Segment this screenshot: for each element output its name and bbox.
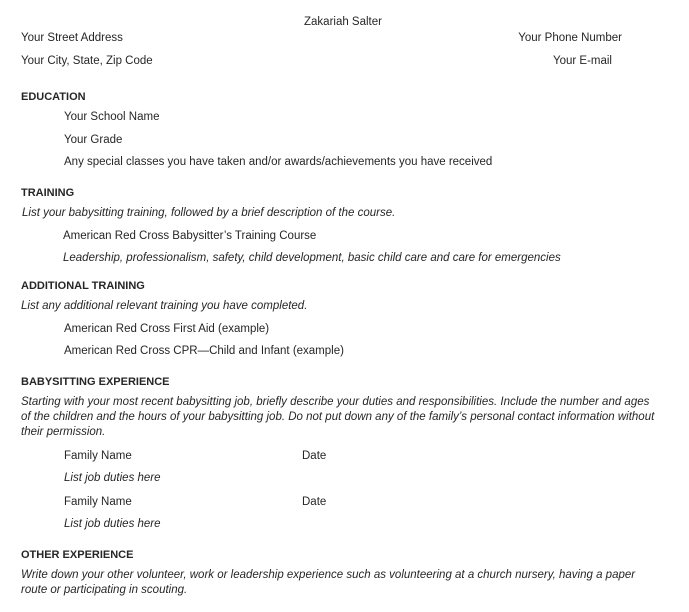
job-family-name: Family Name <box>64 450 132 462</box>
education-heading: EDUCATION <box>21 91 86 103</box>
additional-training-item: American Red Cross CPR—Child and Infant (example) <box>64 345 344 357</box>
special-classes: Any special classes you have taken and/or awards/achievements you have received <box>64 156 493 168</box>
city-state-zip: Your City, State, Zip Code <box>21 55 153 67</box>
training-instruction: List your babysitting training, followed by a brief description of the course. <box>22 207 396 219</box>
babysitting-experience-instruction: Starting with your most recent babysitting job, briefly describe your duties and responsibilities. Include the number and ages of the children and the hours of your babysitting job. Do not put down any of the family’s personal contact information without their permission. <box>21 396 655 438</box>
additional-training-heading: ADDITIONAL TRAINING <box>21 280 145 292</box>
job-family-name: Family Name <box>64 496 132 508</box>
street-address: Your Street Address <box>21 32 123 44</box>
additional-training-instruction: List any additional relevant training you have completed. <box>21 300 308 312</box>
other-experience-heading: OTHER EXPERIENCE <box>21 549 134 561</box>
training-heading: TRAINING <box>21 187 75 199</box>
job-duties: List job duties here <box>64 472 161 484</box>
grade: Your Grade <box>64 134 123 146</box>
phone-number: Your Phone Number <box>518 32 622 44</box>
job-date: Date <box>302 450 327 462</box>
email: Your E-mail <box>552 55 612 67</box>
applicant-name: Zakariah Salter <box>304 16 382 28</box>
additional-training-item: American Red Cross First Aid (example) <box>64 323 270 335</box>
other-experience-instruction: Write down your other volunteer, work or leadership experience such as volunteering at a church nursery, having a paper route or participating in scouting. <box>21 569 636 596</box>
job-duties: List job duties here <box>64 518 161 530</box>
school-name: Your School Name <box>64 111 160 123</box>
job-date: Date <box>302 496 327 508</box>
babysitting-experience-heading: BABYSITTING EXPERIENCE <box>21 376 170 388</box>
training-description: Leadership, professionalism, safety, child development, basic child care and care for emergencies <box>63 252 561 264</box>
training-course: American Red Cross Babysitter’s Training Course <box>63 230 317 242</box>
